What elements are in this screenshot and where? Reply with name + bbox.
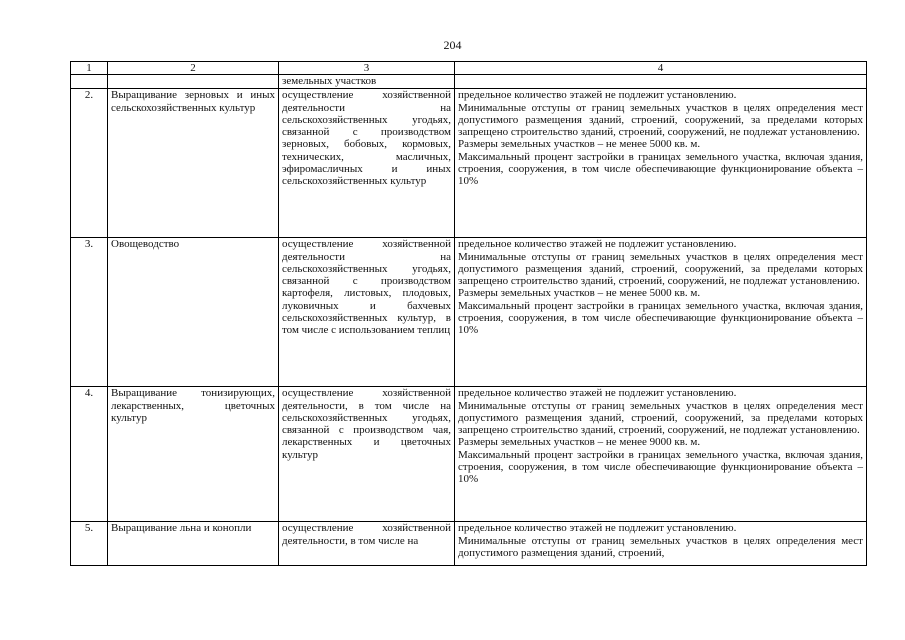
table-row (71, 89, 867, 238)
row-number: 3. (71, 238, 108, 387)
table-row (71, 522, 867, 566)
use-name: Овощеводство (108, 238, 279, 387)
use-parameters (455, 89, 867, 238)
page-number: 204 (443, 38, 462, 52)
use-name: Выращивание льна и конопли (108, 522, 279, 566)
use-description: осуществление хозяйственной деятельности, в том числе на сельскохозяйственных угодьях, связанной с производством чая, лекарственных и цветочных культур (279, 387, 455, 522)
header-cell: 4 (455, 62, 867, 75)
land-use-table (70, 61, 867, 566)
use-name: Выращивание тонизирующих, лекарственных, цветочных культур (108, 387, 279, 522)
param-line: Максимальный процент застройки в границах земельного участка, включая здания, строения, сооружения, в том числе обеспечивающие функционирование объекта – 10% (458, 299, 863, 337)
param-line: предельное количество этажей не подлежит установлению. (458, 238, 737, 251)
header-cell: 2 (108, 62, 279, 75)
use-description: осуществление хозяйственной деятельности на сельскохозяйственных угодьях, связанной с производством картофеля, листовых, плодовых, луковичных и бахчевых сельскохозяйственных культур, в том числе с использованием теплиц (279, 238, 455, 387)
param-line: Размеры земельных участков – не менее 9000 кв. м. (458, 436, 701, 449)
row-number: 4. (71, 387, 108, 522)
param-line: Минимальные отступы от границ земельных участков в целях определения мест допустимого размещения зданий, строений, сооружений, за пределами которых запрещено строительство зданий, строений, сооружений, не подлежат установлению. (458, 101, 863, 139)
use-parameters (455, 387, 867, 522)
continuation-row (71, 75, 867, 89)
table-row (71, 387, 867, 522)
table-row (71, 238, 867, 387)
header-cell: 3 (279, 62, 455, 75)
param-line: предельное количество этажей не подлежит установлению. (458, 522, 737, 535)
param-line: Минимальные отступы от границ земельных участков в целях определения мест допустимого размещения зданий, строений, сооружений, за пределами которых запрещено строительство зданий, строений, сооружений, не подлежат установлению. (458, 399, 863, 437)
param-line: Размеры земельных участков – не менее 5000 кв. м. (458, 138, 701, 151)
param-line: Максимальный процент застройки в границах земельного участка, включая здания, строения, сооружения, в том числе обеспечивающие функционирование объекта – 10% (458, 150, 863, 188)
table-header-row (71, 62, 867, 75)
use-name: Выращивание зерновых и иных сельскохозяйственных культур (108, 89, 279, 238)
header-cell: 1 (71, 62, 108, 75)
use-parameters (455, 522, 867, 566)
row-number: 2. (71, 89, 108, 238)
use-description: осуществление хозяйственной деятельности на сельскохозяйственных угодьях, связанной с производством зерновых, бобовых, кормовых, технических, масличных, эфиромасличных и иных сельскохозяйственных культур (279, 89, 455, 238)
use-description: осуществление хозяйственной деятельности, в том числе на (279, 522, 455, 566)
param-line: предельное количество этажей не подлежит установлению. (458, 89, 737, 102)
continuation-text: земельных участков (279, 75, 455, 89)
param-line: Минимальные отступы от границ земельных участков в целях определения мест допустимого размещения зданий, строений, (458, 534, 863, 559)
row-number: 5. (71, 522, 108, 566)
use-parameters (455, 238, 867, 387)
param-line: Максимальный процент застройки в границах земельного участка, включая здания, строения, сооружения, в том числе обеспечивающие функционирование объекта – 10% (458, 448, 863, 486)
param-line: Минимальные отступы от границ земельных участков в целях определения мест допустимого размещения зданий, строений, сооружений, за пределами которых запрещено строительство зданий, строений, сооружений, не подлежат установлению. (458, 250, 863, 288)
param-line: предельное количество этажей не подлежит установлению. (458, 387, 737, 400)
param-line: Размеры земельных участков – не менее 5000 кв. м. (458, 287, 701, 300)
